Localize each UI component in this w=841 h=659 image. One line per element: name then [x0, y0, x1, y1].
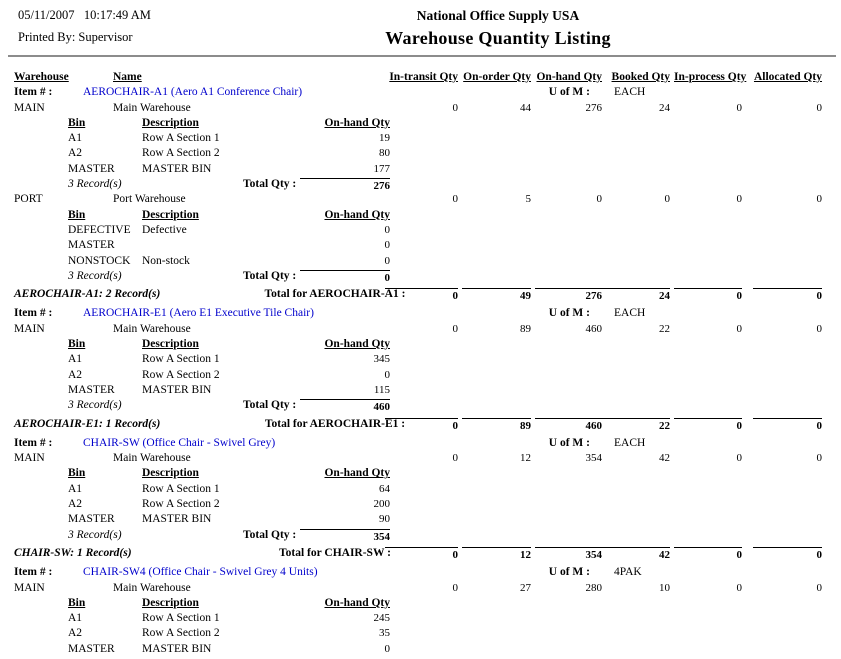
- item-summary-row: [0, 547, 841, 562]
- bin-on-hand-qty: 245: [373, 612, 390, 625]
- item-number-label: Item # :: [14, 86, 53, 99]
- bin-column-header: Bin: [68, 208, 86, 221]
- item-record-count: AEROCHAIR-A1: 2 Record(s): [14, 288, 161, 301]
- warehouse-name: Main Warehouse: [113, 322, 191, 335]
- total-allocated-qty: 0: [753, 288, 822, 302]
- in-transit-qty-value: 0: [452, 101, 458, 114]
- warehouse-code: MAIN: [14, 581, 45, 594]
- total-on-order-qty: 12: [462, 547, 531, 561]
- bin-on-hand-qty: 200: [373, 498, 390, 511]
- bin-on-hand-qty: 0: [384, 239, 390, 252]
- company-name: National Office Supply USA: [416, 8, 580, 23]
- bin-on-hand-qty: 0: [384, 223, 390, 236]
- total-allocated-qty: 0: [753, 547, 822, 561]
- on-order-qty-column-header: On-order Qty: [463, 71, 531, 83]
- in-process-qty-column-header: In-process Qty: [674, 71, 747, 83]
- in-transit-qty-value: 0: [452, 193, 458, 206]
- on-hand-qty-column-header: On-hand Qty: [536, 71, 602, 83]
- header-rule: [8, 55, 836, 57]
- bin-column-header: Bin: [68, 116, 86, 129]
- total-on-hand-qty: 354: [535, 547, 616, 561]
- item-record-count: AEROCHAIR-E1: 1 Record(s): [14, 417, 161, 430]
- report-header: [0, 0, 841, 71]
- bin-description: Row A Section 2: [142, 147, 220, 160]
- bin-code: NONSTOCK: [68, 254, 131, 267]
- allocated-qty-value: 0: [816, 101, 822, 114]
- bin-description: Row A Section 2: [142, 498, 220, 511]
- in-process-qty-value: 0: [736, 322, 742, 335]
- warehouse-name: Main Warehouse: [113, 581, 191, 594]
- bin-total-row: [0, 270, 841, 285]
- total-booked-qty: 22: [608, 418, 670, 432]
- bin-record-count: 3 Record(s): [68, 399, 122, 412]
- total-in-transit-qty: 0: [385, 418, 458, 432]
- on-hand-qty-value: 280: [585, 581, 602, 594]
- total-allocated-qty: 0: [753, 418, 822, 432]
- report-title: Warehouse Quantity Listing: [385, 28, 611, 48]
- bin-on-hand-qty: 177: [373, 162, 390, 175]
- item-row: [0, 566, 841, 581]
- total-on-order-qty: 49: [462, 288, 531, 302]
- in-process-qty-value: 0: [736, 101, 742, 114]
- in-transit-qty-value: 0: [452, 322, 458, 335]
- uofm-value: EACH: [614, 86, 646, 99]
- bin-header-row: [0, 338, 841, 353]
- bin-description: Non-stock: [142, 254, 190, 267]
- bin-row: [0, 163, 841, 178]
- total-on-order-qty: 89: [462, 418, 531, 432]
- bin-on-hand-qty: 0: [384, 368, 390, 381]
- in-process-qty-value: 0: [736, 193, 742, 206]
- bin-column-header: Bin: [68, 596, 86, 609]
- bin-code: MASTER: [68, 162, 115, 175]
- on-hand-qty-value: 0: [596, 193, 602, 206]
- bin-record-count: 3 Record(s): [68, 528, 122, 541]
- bin-on-hand-qty: 0: [384, 254, 390, 267]
- warehouse-code: MAIN: [14, 452, 45, 465]
- bin-description: Defective: [142, 223, 187, 236]
- warehouse-row: [0, 193, 841, 208]
- bin-code: A2: [68, 368, 83, 381]
- bin-description: Row A Section 2: [142, 627, 220, 640]
- on-order-qty-value: 5: [525, 193, 531, 206]
- bin-code: A1: [68, 353, 83, 366]
- on-order-qty-value: 12: [520, 452, 531, 465]
- warehouse-name: Port Warehouse: [113, 193, 186, 206]
- bin-description: Row A Section 1: [142, 612, 220, 625]
- on-hand-qty-value: 354: [585, 452, 602, 465]
- booked-qty-value: 0: [664, 193, 670, 206]
- bin-on-hand-column-header: On-hand Qty: [324, 467, 390, 480]
- item-total-label: Total for AEROCHAIR-A1 :: [264, 288, 406, 301]
- item-summary-row: [0, 288, 841, 303]
- bin-header-row: [0, 597, 841, 612]
- item-number-label: Item # :: [14, 436, 53, 449]
- uofm-label: U of M :: [548, 86, 590, 99]
- bin-row: [0, 612, 841, 627]
- booked-qty-column-header: Booked Qty: [611, 71, 670, 83]
- bin-description: MASTER BIN: [142, 162, 212, 175]
- bin-row: [0, 643, 841, 658]
- bin-on-hand-qty: 345: [373, 353, 390, 366]
- bin-record-count: 3 Record(s): [68, 178, 122, 191]
- warehouse-row: [0, 323, 841, 338]
- item-row: [0, 307, 841, 322]
- warehouse-row: [0, 102, 841, 117]
- bin-row: [0, 239, 841, 254]
- bin-on-hand-column-header: On-hand Qty: [324, 338, 390, 351]
- booked-qty-value: 10: [659, 581, 670, 594]
- item-link[interactable]: CHAIR-SW (Office Chair - Swivel Grey): [83, 436, 276, 449]
- uofm-label: U of M :: [548, 307, 590, 320]
- bin-record-count: 3 Record(s): [68, 269, 122, 282]
- uofm-label: U of M :: [548, 436, 590, 449]
- bin-row: [0, 132, 841, 147]
- bin-row: [0, 483, 841, 498]
- total-on-hand-qty: 460: [535, 418, 616, 432]
- warehouse-row: [0, 582, 841, 597]
- on-order-qty-value: 27: [520, 581, 531, 594]
- bin-code: MASTER: [68, 513, 115, 526]
- total-in-transit-qty: 0: [385, 288, 458, 302]
- item-number-label: Item # :: [14, 566, 53, 579]
- bin-description: MASTER BIN: [142, 383, 212, 396]
- bin-on-hand-column-header: On-hand Qty: [324, 596, 390, 609]
- description-column-header: Description: [142, 116, 199, 129]
- booked-qty-value: 22: [659, 322, 670, 335]
- bin-description: MASTER BIN: [142, 642, 212, 655]
- in-transit-qty-value: 0: [452, 581, 458, 594]
- warehouse-column-header: Warehouse: [14, 71, 69, 83]
- total-qty-label: Total Qty :: [243, 269, 297, 282]
- description-column-header: Description: [142, 338, 199, 351]
- bin-row: [0, 224, 841, 239]
- bin-header-row: [0, 117, 841, 132]
- total-booked-qty: 42: [608, 547, 670, 561]
- bin-description: MASTER BIN: [142, 513, 212, 526]
- warehouse-row: [0, 452, 841, 467]
- on-hand-qty-value: 276: [585, 101, 602, 114]
- bin-column-header: Bin: [68, 338, 86, 351]
- bin-code: A1: [68, 612, 83, 625]
- bin-on-hand-qty: 35: [379, 627, 390, 640]
- total-booked-qty: 24: [608, 288, 670, 302]
- bin-column-header: Bin: [68, 467, 86, 480]
- item-link[interactable]: CHAIR-SW4 (Office Chair - Swivel Grey 4 Units): [83, 566, 318, 579]
- bin-header-row: [0, 467, 841, 482]
- uofm-value: EACH: [614, 307, 646, 320]
- bin-header-row: [0, 209, 841, 224]
- warehouse-name: Main Warehouse: [113, 452, 191, 465]
- bin-description: Row A Section 2: [142, 368, 220, 381]
- total-qty-value: 0: [300, 270, 390, 284]
- uofm-label: U of M :: [548, 566, 590, 579]
- total-in-process-qty: 0: [674, 547, 742, 561]
- booked-qty-value: 24: [659, 101, 670, 114]
- bin-code: MASTER: [68, 642, 115, 655]
- total-in-transit-qty: 0: [385, 547, 458, 561]
- column-header-row: [0, 71, 841, 86]
- total-qty-value: 354: [300, 529, 390, 543]
- warehouse-code: MAIN: [14, 322, 45, 335]
- bin-code: A1: [68, 482, 83, 495]
- on-hand-qty-value: 460: [585, 322, 602, 335]
- total-qty-value: 460: [300, 399, 390, 413]
- bin-code: A1: [68, 132, 83, 145]
- bin-code: MASTER: [68, 383, 115, 396]
- bin-code: A2: [68, 627, 83, 640]
- on-order-qty-value: 44: [520, 101, 531, 114]
- bin-total-row: [0, 529, 841, 544]
- allocated-qty-value: 0: [816, 452, 822, 465]
- description-column-header: Description: [142, 208, 199, 221]
- report-body: [0, 71, 841, 658]
- printed-by: Printed By: Supervisor: [18, 30, 133, 44]
- bin-on-hand-qty: 0: [384, 642, 390, 655]
- bin-row: [0, 513, 841, 528]
- allocated-qty-value: 0: [816, 322, 822, 335]
- bin-code: A2: [68, 147, 83, 160]
- bin-row: [0, 147, 841, 162]
- description-column-header: Description: [142, 467, 199, 480]
- bin-on-hand-column-header: On-hand Qty: [324, 208, 390, 221]
- bin-row: [0, 627, 841, 642]
- in-process-qty-value: 0: [736, 452, 742, 465]
- bin-code: A2: [68, 498, 83, 511]
- total-qty-label: Total Qty :: [243, 399, 297, 412]
- warehouse-code: PORT: [14, 193, 43, 206]
- bin-total-row: [0, 399, 841, 414]
- description-column-header: Description: [142, 596, 199, 609]
- total-qty-value: 276: [300, 178, 390, 192]
- bin-row: [0, 498, 841, 513]
- name-column-header: Name: [113, 71, 142, 83]
- bin-total-row: [0, 178, 841, 193]
- bin-description: Row A Section 1: [142, 482, 220, 495]
- total-on-hand-qty: 276: [535, 288, 616, 302]
- warehouse-code: MAIN: [14, 101, 45, 114]
- item-number-label: Item # :: [14, 307, 53, 320]
- total-qty-label: Total Qty :: [243, 178, 297, 191]
- booked-qty-value: 42: [659, 452, 670, 465]
- allocated-qty-value: 0: [816, 581, 822, 594]
- bin-code: DEFECTIVE: [68, 223, 131, 236]
- allocated-qty-column-header: Allocated Qty: [753, 71, 822, 83]
- bin-on-hand-qty: 115: [373, 383, 390, 396]
- bin-row: [0, 369, 841, 384]
- bin-row: [0, 255, 841, 270]
- item-record-count: CHAIR-SW: 1 Record(s): [14, 546, 132, 559]
- print-datetime: 05/11/2007 10:17:49 AM: [18, 8, 151, 22]
- item-row: [0, 437, 841, 452]
- item-link[interactable]: AEROCHAIR-A1 (Aero A1 Conference Chair): [83, 86, 303, 99]
- item-total-label: Total for CHAIR-SW :: [279, 546, 391, 559]
- item-total-label: Total for AEROCHAIR-E1 :: [264, 417, 406, 430]
- bin-code: MASTER: [68, 239, 115, 252]
- warehouse-name: Main Warehouse: [113, 101, 191, 114]
- item-summary-row: [0, 418, 841, 433]
- bin-on-hand-qty: 80: [379, 147, 390, 160]
- bin-on-hand-qty: 19: [379, 132, 390, 145]
- total-qty-label: Total Qty :: [243, 528, 297, 541]
- on-order-qty-value: 89: [520, 322, 531, 335]
- bin-row: [0, 353, 841, 368]
- total-in-process-qty: 0: [674, 288, 742, 302]
- uofm-value: 4PAK: [614, 566, 642, 579]
- item-row: [0, 86, 841, 101]
- bin-on-hand-column-header: On-hand Qty: [324, 116, 390, 129]
- total-in-process-qty: 0: [674, 418, 742, 432]
- bin-on-hand-qty: 90: [379, 513, 390, 526]
- bin-description: Row A Section 1: [142, 132, 220, 145]
- header-center: [158, 0, 838, 49]
- in-transit-qty-column-header: In-transit Qty: [389, 71, 458, 83]
- item-link[interactable]: AEROCHAIR-E1 (Aero E1 Executive Tile Chair): [83, 307, 314, 320]
- uofm-value: EACH: [614, 436, 646, 449]
- in-process-qty-value: 0: [736, 581, 742, 594]
- allocated-qty-value: 0: [816, 193, 822, 206]
- bin-description: Row A Section 1: [142, 353, 220, 366]
- bin-row: [0, 384, 841, 399]
- bin-on-hand-qty: 64: [379, 482, 390, 495]
- in-transit-qty-value: 0: [452, 452, 458, 465]
